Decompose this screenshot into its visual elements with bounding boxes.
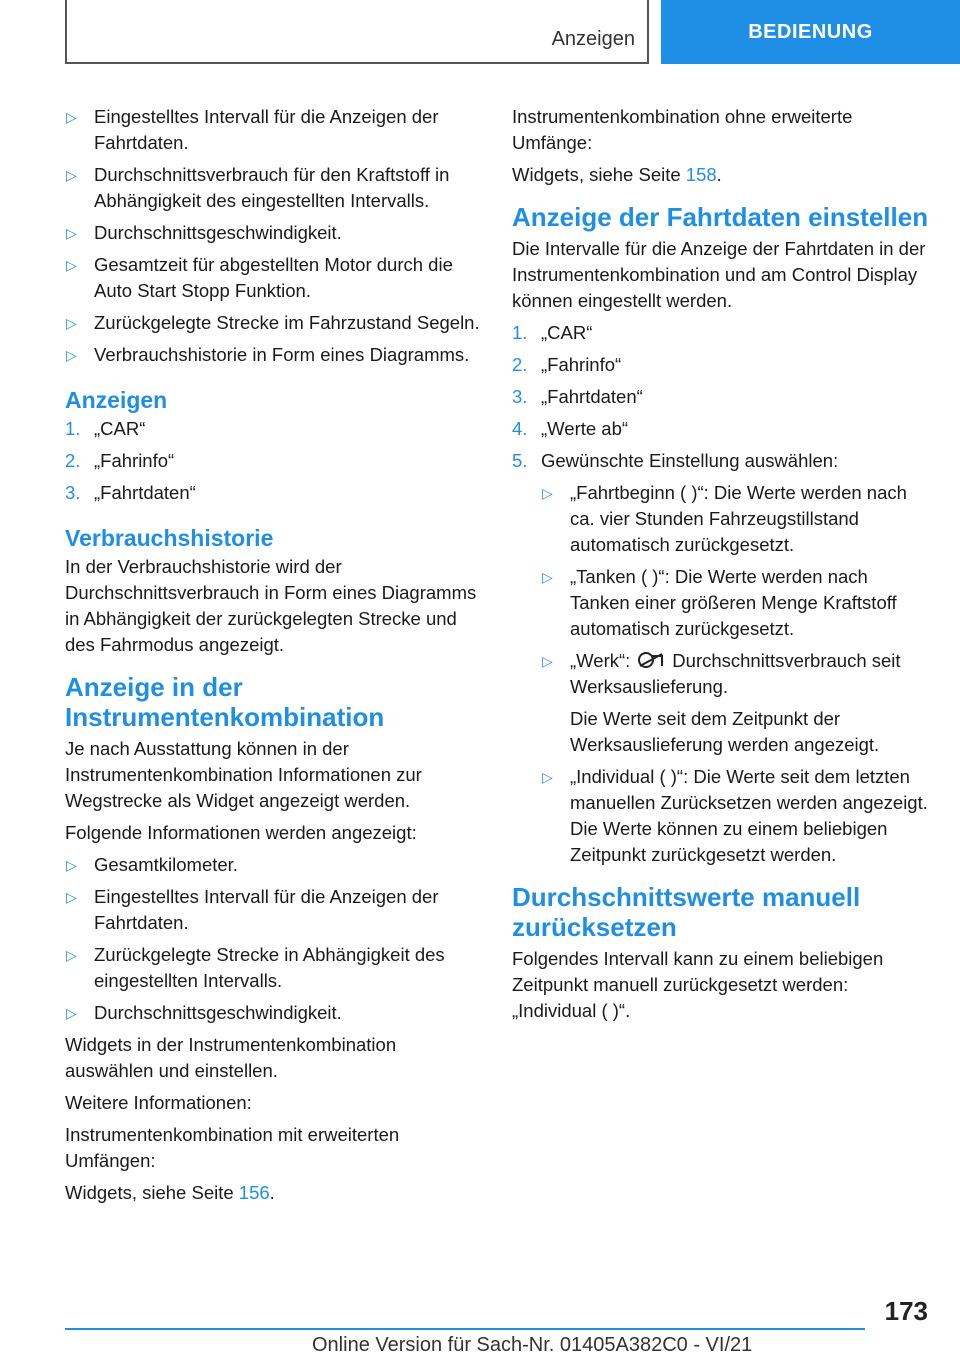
heading-verbrauchshistorie: Verbrauchshistorie xyxy=(65,525,274,551)
paragraph-instrumentenkombination: Je nach Ausstattung können in der Instrumentenkombination Informationen zur Wegstrecke als Widget angezeigt werden. xyxy=(65,738,422,811)
triangle-bullet-icon: ▷ xyxy=(542,569,553,585)
page-link-158[interactable]: 158 xyxy=(685,164,717,185)
sub-note: Die Werte seit dem Zeitpunkt der Werksauslieferung werden angezeigt. xyxy=(570,708,880,755)
step-item: 5. Gewünschte Einstellung auswählen: ▷ „Fahrtbeginn ( )“: Die Werte werden nach ca. vier Stunden Fahrzeugstillstand automatisch zurückgesetzt. ▷ „Tanken ( )“: Die Werte werden nach Tanken einer größeren Menge Kraftstoff automatisch zurückgesetzt. ▷ „Werk“: Durchschnittsverbrauch seit Werksauslieferung. Die Werte seit dem Zeitpunkt der Werksauslieferung werden angezeigt. ▷ „Individual ( )“: Die Werte seit dem letzten manuellen Zurücksetzen werden angezeigt. Die Werte können zu einem beliebigen Zeitpunkt zurückgesetzt werden. xyxy=(512,448,930,868)
header-section-title: Anzeigen xyxy=(551,28,635,50)
step-item: 4. „Werte ab“ xyxy=(512,418,629,439)
triangle-bullet-icon: ▷ xyxy=(542,769,553,785)
triangle-bullet-icon: ▷ xyxy=(66,315,77,331)
bullet-list-widgets xyxy=(65,852,480,1026)
sub-options-list xyxy=(541,480,930,868)
step-item: 3. „Fahrtdaten“ xyxy=(512,386,643,407)
left-column xyxy=(65,104,480,1212)
triangle-bullet-icon: ▷ xyxy=(66,889,77,905)
paragraph-ohne-erweiterte: Instrumentenkombination ohne erweiterte Umfänge: xyxy=(512,106,853,153)
triangle-bullet-icon: ▷ xyxy=(66,1005,77,1021)
triangle-bullet-icon: ▷ xyxy=(542,653,553,669)
list-item: ▷ „Tanken ( )“: Die Werte werden nach Tanken einer größeren Menge Kraftstoff automatisch zurückgesetzt. xyxy=(542,566,897,639)
paragraph-folgendes: Folgendes Intervall kann zu einem beliebigen Zeitpunkt manuell zurückgesetzt werden: „Individual ( )“. xyxy=(512,948,884,1021)
paragraph-mit-erweiterten: Instrumentenkombination mit erweiterten Umfängen: xyxy=(65,1124,400,1171)
paragraph-widgets-seite: Widgets, siehe Seite 156. xyxy=(65,1182,275,1203)
paragraph-widgets: Widgets in der Instrumentenkombination auswählen und einstellen. xyxy=(65,1034,397,1081)
list-item: ▷ Eingestelltes Intervall für die Anzeigen der Fahrtdaten. xyxy=(66,886,439,933)
paragraph-widgets-seite-158: Widgets, siehe Seite 158. xyxy=(512,164,722,185)
step-item: 2. „Fahrinfo“ xyxy=(512,354,622,375)
list-item: ▷ „Fahrtbeginn ( )“: Die Werte werden nach ca. vier Stunden Fahrzeugstillstand automatisch zurückgesetzt. xyxy=(542,482,907,555)
factory-reset-icon xyxy=(636,650,666,670)
list-item: ▷ Gesamtzeit für abgestellten Motor durch die Auto Start Stopp Funktion. xyxy=(66,254,453,301)
step-item: 3. „Fahrtdaten“ xyxy=(65,482,196,503)
step-item: 1. „CAR“ xyxy=(65,418,146,439)
triangle-bullet-icon: ▷ xyxy=(66,225,77,241)
list-item: ▷ „Werk“: Durchschnittsverbrauch seit Werksauslieferung. Die Werte seit dem Zeitpunkt der Werksauslieferung werden angezeigt. xyxy=(541,648,930,758)
list-item: ▷ Durchschnittsgeschwindigkeit. xyxy=(65,220,480,246)
paragraph-intervalle: Die Intervalle für die Anzeige der Fahrtdaten in der Instrumentenkombination und am Control Display können eingestellt werden. xyxy=(512,238,926,311)
steps-anzeigen xyxy=(65,416,480,506)
page-link-156[interactable]: 156 xyxy=(238,1182,270,1203)
heading-anzeigen: Anzeigen xyxy=(65,387,168,413)
header-chapter-tab[interactable]: BEDIENUNG xyxy=(661,0,960,64)
footer-divider xyxy=(65,1328,865,1330)
step-item: 2. „Fahrinfo“ xyxy=(65,450,175,471)
paragraph-folgende: Folgende Informationen werden angezeigt: xyxy=(65,822,417,843)
bullet-list-fahrtdaten xyxy=(65,104,480,368)
list-item: ▷ Zurückgelegte Strecke im Fahrzustand Segeln. xyxy=(65,310,480,336)
triangle-bullet-icon: ▷ xyxy=(66,857,77,873)
footer-version-text: Online Version für Sach-Nr. 01405A382C0 - VI/21 xyxy=(312,1334,753,1356)
heading-anzeige-instrumentenkombination: Anzeige in der Instrumentenkombination xyxy=(65,672,385,732)
triangle-bullet-icon: ▷ xyxy=(66,109,77,125)
triangle-bullet-icon: ▷ xyxy=(66,947,77,963)
triangle-bullet-icon: ▷ xyxy=(66,347,77,363)
list-item: ▷ „Individual ( )“: Die Werte seit dem letzten manuellen Zurücksetzen werden angezeigt. Die Werte können zu einem beliebigen Zeitpunkt zurückgesetzt werden. xyxy=(542,766,928,865)
triangle-bullet-icon: ▷ xyxy=(66,257,77,273)
paragraph-weitere: Weitere Informationen: xyxy=(65,1092,252,1113)
page-number: 173 xyxy=(884,1296,928,1326)
list-item: ▷ Durchschnittsverbrauch für den Kraftstoff in Abhängigkeit des eingestellten Intervalls. xyxy=(66,164,450,211)
right-column xyxy=(512,104,930,1030)
list-item: ▷ Gesamtkilometer. xyxy=(65,852,480,878)
list-item: ▷ Durchschnittsgeschwindigkeit. xyxy=(65,1000,480,1026)
list-item: ▷ Verbrauchshistorie in Form eines Diagramms. xyxy=(65,342,480,368)
steps-einstellen xyxy=(512,320,930,868)
heading-fahrtdaten-einstellen: Anzeige der Fahrtdaten einstellen xyxy=(512,202,929,232)
heading-durchschnittswerte: Durchschnittswerte manuell zurücksetzen xyxy=(512,882,861,942)
triangle-bullet-icon: ▷ xyxy=(542,485,553,501)
step-item: 1. „CAR“ xyxy=(512,322,593,343)
list-item: ▷ Zurückgelegte Strecke in Abhängigkeit des eingestellten Intervalls. xyxy=(66,944,445,991)
paragraph-verbrauchshistorie: In der Verbrauchshistorie wird der Durchschnittsverbrauch in Form eines Diagramms in Abhängigkeit der zurückgelegten Strecke und des Fahrmodus angezeigt. xyxy=(65,556,477,655)
list-item: ▷ Eingestelltes Intervall für die Anzeigen der Fahrtdaten. xyxy=(66,106,439,153)
triangle-bullet-icon: ▷ xyxy=(66,167,77,183)
